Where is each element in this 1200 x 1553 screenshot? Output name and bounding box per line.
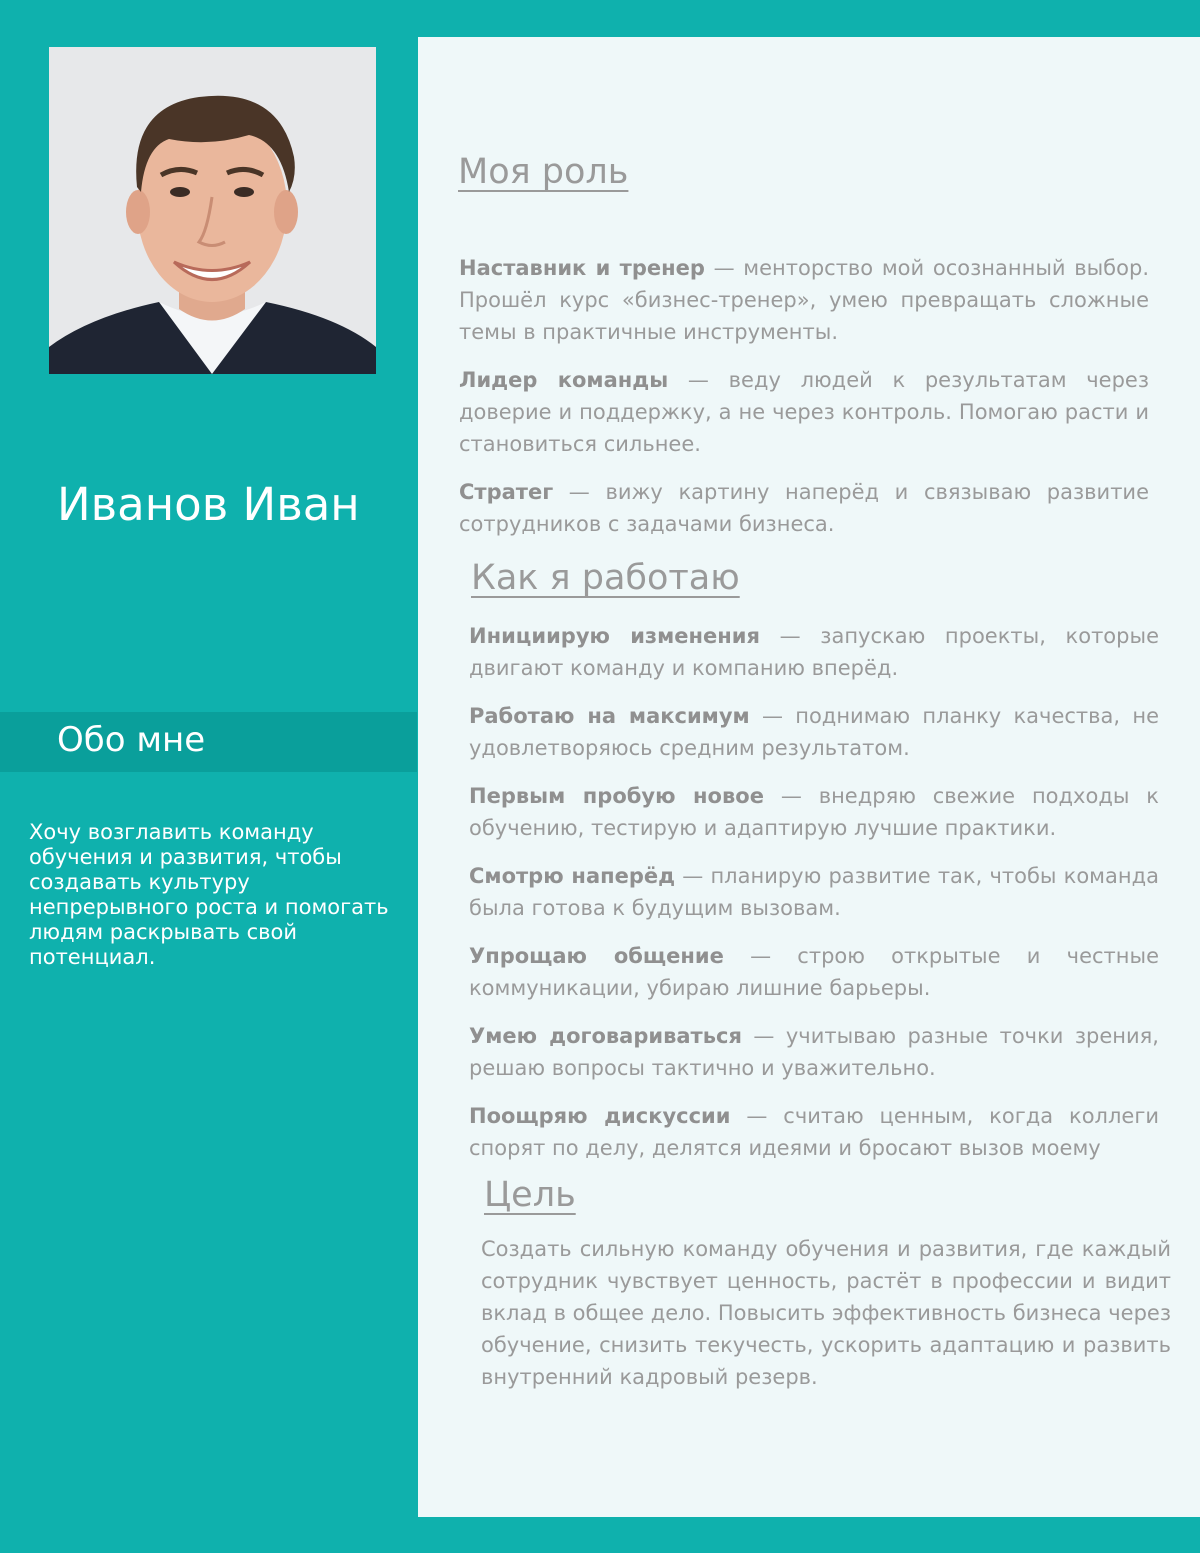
about-title: Обо мне [57,720,206,760]
work-item-text: — запускаю проекты, которые двигают команду и компанию вперёд. [469,624,1159,680]
about-text: Хочу возглавить команду обучения и развития, чтобы создавать культуру непрерывного роста и помогать людям раскрывать свой потенциал. [29,820,389,969]
work-item-text: — считаю ценным, когда коллеги спорят по делу, делятся идеями и бросают вызов моему [469,1104,1159,1160]
goal-text: Создать сильную команду обучения и развития, где каждый сотрудник чувствует ценность, растёт в профессии и видит вклад в общее дело. Повысить эффективность бизнеса через обучение, снизить текучесть, ускорить адаптацию и развить внутренний кадровый резерв. [481,1237,1171,1389]
work-item [469,620,1159,684]
work-item [469,940,1159,1004]
work-item-text: — планирую развитие так, чтобы команда была готова к будущим вызовам. [469,864,1159,920]
role-item-term: Стратег [459,480,554,504]
work-item-term: Первым пробую новое [469,784,764,808]
person-portrait-icon [49,47,376,374]
role-item-text: — вижу картину наперёд и связываю развитие сотрудников с задачами бизнеса. [459,480,1149,536]
work-item [469,1100,1159,1164]
role-item-term: Наставник и тренер [459,256,705,280]
work-item-term: Инициирую изменения [469,624,760,648]
work-item-term: Умею договариваться [469,1024,742,1048]
role-item [459,252,1149,348]
work-item-term: Упрощаю общение [469,944,724,968]
work-item-text: — строю открытые и честные коммуникации, убираю лишние барьеры. [469,944,1159,1000]
work-item-text: — поднимаю планку качества, не удовлетворяюсь средним результатом. [469,704,1159,760]
work-item-text: — внедряю свежие подходы к обучению, тестирую и адаптирую лучшие практики. [469,784,1159,840]
profile-photo [49,47,376,374]
work-heading: Как я работаю [471,558,740,598]
work-item [469,780,1159,844]
role-item-term: Лидер команды [459,368,669,392]
work-item-term: Работаю на максимум [469,704,750,728]
work-item [469,860,1159,924]
work-item [469,700,1159,764]
role-item-text: — веду людей к результатам через доверие и поддержку, а не через контроль. Помогаю расти и становиться сильнее. [459,368,1149,456]
work-item-term: Смотрю наперёд [469,864,676,888]
role-item [459,476,1149,540]
profile-name: Иванов Иван [57,478,360,531]
goal-heading: Цель [484,1175,576,1215]
role-heading: Моя роль [458,152,629,192]
role-list [459,252,1149,556]
about-header-band [0,712,417,772]
work-list [469,620,1159,1164]
role-item [459,364,1149,460]
work-item-term: Поощряю дискуссии [469,1104,731,1128]
work-item [469,1020,1159,1084]
work-item-text: — учитываю разные точки зрения, решаю вопросы тактично и уважительно. [469,1024,1159,1080]
role-item-text: — менторство мой осознанный выбор. Прошёл курс «бизнес-тренер», умею превращать сложные темы в практичные инструменты. [459,256,1149,344]
